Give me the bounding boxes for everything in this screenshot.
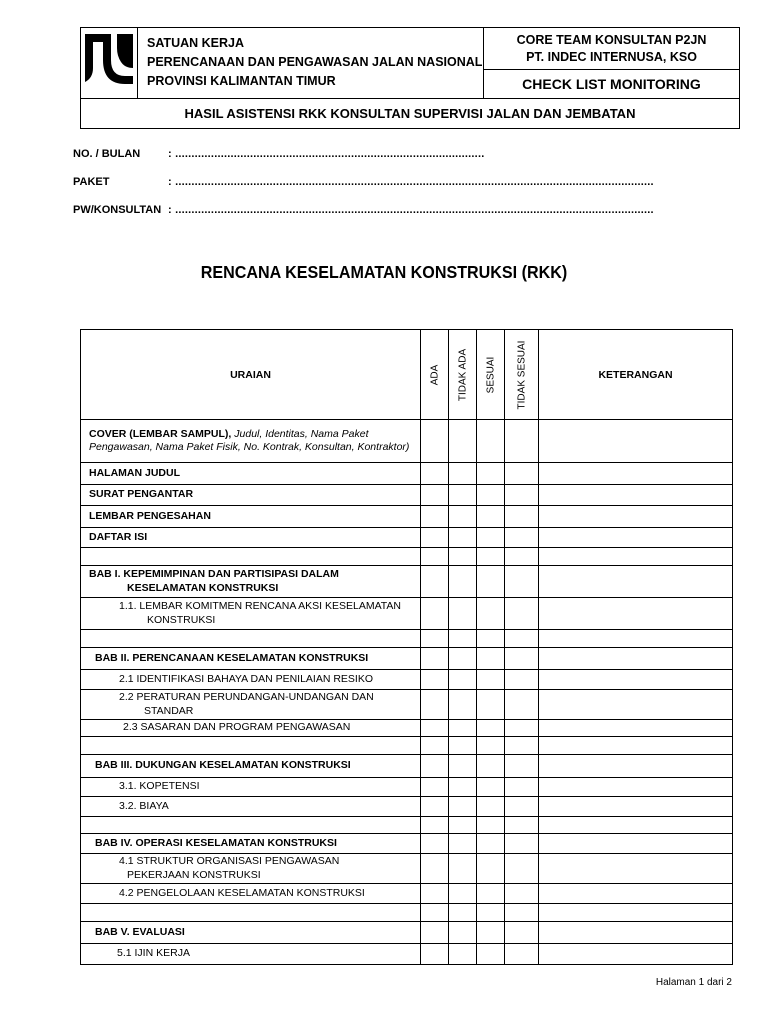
check-cell[interactable] [421,598,449,630]
row-label: 5.1 IJIN KERJA [81,944,421,965]
check-cell[interactable] [421,720,449,737]
check-cell[interactable] [421,737,449,755]
check-cell[interactable] [505,720,539,737]
check-cell[interactable] [421,884,449,904]
keterangan-cell[interactable] [539,420,733,463]
check-cell[interactable] [505,944,539,965]
check-cell[interactable] [477,690,505,720]
check-cell[interactable] [421,817,449,834]
check-cell[interactable] [477,485,505,506]
keterangan-cell[interactable] [539,528,733,548]
keterangan-cell[interactable] [539,630,733,648]
check-cell[interactable] [505,755,539,778]
check-cell[interactable] [477,670,505,690]
field-value: : ................................................................................................................................................... [168,176,654,188]
check-cell[interactable] [477,944,505,965]
keterangan-cell[interactable] [539,778,733,797]
row-label: 4.1 STRUKTUR ORGANISASI PENGAWASAN PEKERJAAN KONSTRUKSI [81,854,421,884]
table-row [81,463,733,485]
document-title: RENCANA KESELAMATAN KONSTRUKSI (RKK) [200,262,568,282]
check-cell[interactable] [477,778,505,797]
table-row [81,506,733,528]
table-row [81,566,733,598]
row-label: BAB III. DUKUNGAN KESELAMATAN KONSTRUKSI [81,755,421,778]
check-cell[interactable] [477,884,505,904]
table-header-row [81,330,733,420]
check-cell[interactable] [449,598,477,630]
check-cell[interactable] [449,463,477,485]
check-cell[interactable] [477,528,505,548]
check-cell[interactable] [421,463,449,485]
check-cell[interactable] [421,648,449,670]
check-cell[interactable] [477,420,505,463]
column-header-tidak-sesuai: TIDAK SESUAI [505,330,539,420]
row-label: DAFTAR ISI [81,528,421,548]
check-cell[interactable] [505,463,539,485]
row-label: BAB II. PERENCANAAN KESELAMATAN KONSTRUKSI [81,648,421,670]
check-cell[interactable] [449,944,477,965]
table-row [81,755,733,778]
check-cell[interactable] [477,548,505,566]
column-header-ada: ADA [421,330,449,420]
row-label: 4.2 PENGELOLAAN KESELAMATAN KONSTRUKSI [81,884,421,904]
check-cell[interactable] [449,884,477,904]
check-cell[interactable] [505,566,539,598]
page-number: Halaman 1 dari 2 [655,977,732,988]
row-label: 3.1. KOPETENSI [81,778,421,797]
check-cell[interactable] [421,528,449,548]
check-cell[interactable] [449,834,477,854]
table-row [81,598,733,630]
check-cell[interactable] [449,506,477,528]
table-row [81,834,733,854]
check-cell[interactable] [449,755,477,778]
check-cell[interactable] [477,630,505,648]
field-pw-konsultan[interactable] [73,204,654,216]
column-header-uraian: URAIAN [81,330,421,420]
check-cell[interactable] [477,904,505,922]
check-cell[interactable] [477,797,505,817]
organization-name [138,28,484,98]
check-cell[interactable] [449,548,477,566]
check-cell[interactable] [421,904,449,922]
check-cell[interactable] [505,778,539,797]
table-row [81,528,733,548]
field-label: PW/KONSULTAN [73,204,162,216]
field-paket[interactable] [73,176,654,188]
keterangan-cell[interactable] [539,566,733,598]
check-cell[interactable] [449,670,477,690]
check-cell[interactable] [449,528,477,548]
check-cell[interactable] [421,420,449,463]
table-row [81,648,733,670]
table-row-empty [81,904,733,922]
check-cell[interactable] [477,598,505,630]
keterangan-cell[interactable] [539,648,733,670]
keterangan-cell[interactable] [539,817,733,834]
check-cell[interactable] [505,884,539,904]
check-cell[interactable] [449,854,477,884]
check-cell[interactable] [477,755,505,778]
check-cell[interactable] [421,755,449,778]
check-cell[interactable] [449,737,477,755]
check-cell[interactable] [477,720,505,737]
document-subtitle: HASIL ASISTENSI RKK KONSULTAN SUPERVISI JALAN DAN JEMBATAN [81,98,739,128]
keterangan-cell[interactable] [539,854,733,884]
check-cell[interactable] [477,463,505,485]
keterangan-cell[interactable] [539,548,733,566]
field-value: : ................................................................................................................................................... [168,204,654,216]
table-row [81,778,733,797]
table-row [81,922,733,944]
keterangan-cell[interactable] [539,797,733,817]
keterangan-cell[interactable] [539,944,733,965]
row-label: COVER (LEMBAR SAMPUL), Judul, Identitas, Nama Paket Pengawasan, Nama Paket Fisik, No. Kontrak, Konsultan, Kontraktor) [81,420,421,463]
check-cell[interactable] [505,528,539,548]
check-cell[interactable] [505,922,539,944]
keterangan-cell[interactable] [539,485,733,506]
check-cell[interactable] [449,778,477,797]
table-row-empty [81,737,733,755]
row-label: SURAT PENGANTAR [81,485,421,506]
check-cell[interactable] [505,817,539,834]
table-row [81,797,733,817]
keterangan-cell[interactable] [539,904,733,922]
check-cell[interactable] [449,797,477,817]
keterangan-cell[interactable] [539,737,733,755]
row-label: LEMBAR PENGESAHAN [81,506,421,528]
check-cell[interactable] [477,854,505,884]
column-header-tidak-ada: TIDAK ADA [449,330,477,420]
row-label: 2.1 IDENTIFIKASI BAHAYA DAN PENILAIAN RESIKO [81,670,421,690]
check-cell[interactable] [421,670,449,690]
check-cell[interactable] [449,485,477,506]
check-cell[interactable] [449,630,477,648]
table-row-empty [81,548,733,566]
check-cell[interactable] [505,670,539,690]
check-cell[interactable] [505,548,539,566]
checklist-table [80,329,733,965]
field-label: PAKET [73,176,110,188]
check-cell[interactable] [449,904,477,922]
team-line-2: PT. INDEC INTERNUSA, KSO [526,50,697,64]
table-row [81,420,733,463]
table-row [81,485,733,506]
row-label: 3.2. BIAYA [81,797,421,817]
check-cell[interactable] [477,648,505,670]
check-cell[interactable] [477,834,505,854]
org-line-2: PERENCANAAN DAN PENGAWASAN JALAN NASIONAL [147,55,483,69]
row-label: 2.2 PERATURAN PERUNDANGAN-UNDANGAN DAN STANDAR [81,690,421,720]
table-row [81,854,733,884]
check-cell[interactable] [449,648,477,670]
keterangan-cell[interactable] [539,720,733,737]
table-row [81,690,733,720]
check-cell[interactable] [449,922,477,944]
check-cell[interactable] [477,922,505,944]
table-row [81,670,733,690]
check-cell[interactable] [477,566,505,598]
check-cell[interactable] [449,420,477,463]
check-cell[interactable] [505,797,539,817]
team-line-1: CORE TEAM KONSULTAN P2JN [516,33,707,47]
check-cell[interactable] [505,737,539,755]
keterangan-cell[interactable] [539,463,733,485]
table-row [81,720,733,737]
check-cell[interactable] [477,506,505,528]
check-cell[interactable] [421,854,449,884]
check-cell[interactable] [449,690,477,720]
table-row-empty [81,630,733,648]
row-label: 1.1. LEMBAR KOMITMEN RENCANA AKSI KESELAMATAN KONSTRUKSI [81,598,421,630]
check-cell[interactable] [421,922,449,944]
check-cell[interactable] [505,485,539,506]
check-cell[interactable] [421,797,449,817]
organization-logo [81,28,138,98]
field-no-bulan[interactable] [73,148,484,160]
check-cell[interactable] [449,720,477,737]
keterangan-cell[interactable] [539,670,733,690]
check-cell[interactable] [505,598,539,630]
check-cell[interactable] [505,904,539,922]
keterangan-cell[interactable] [539,922,733,944]
table-row-empty [81,817,733,834]
consultant-info [484,28,739,70]
check-cell[interactable] [421,630,449,648]
check-cell[interactable] [477,817,505,834]
check-cell[interactable] [477,737,505,755]
keterangan-cell[interactable] [539,598,733,630]
check-cell[interactable] [505,506,539,528]
pu-logo-icon [81,28,138,98]
check-cell[interactable] [505,630,539,648]
keterangan-cell[interactable] [539,690,733,720]
check-cell[interactable] [505,690,539,720]
keterangan-cell[interactable] [539,834,733,854]
check-cell[interactable] [421,690,449,720]
check-cell[interactable] [449,817,477,834]
org-line-3: PROVINSI KALIMANTAN TIMUR [147,74,336,88]
row-label: HALAMAN JUDUL [81,463,421,485]
row-label: BAB V. EVALUASI [81,922,421,944]
column-header-sesuai: SESUAI [477,330,505,420]
table-row [81,884,733,904]
check-cell[interactable] [505,834,539,854]
table-row [81,944,733,965]
field-label: NO. / BULAN [73,148,141,160]
org-line-1: SATUAN KERJA [147,36,244,50]
form-title: CHECK LIST MONITORING [522,76,701,92]
check-cell[interactable] [421,834,449,854]
row-label: 2.3 SASARAN DAN PROGRAM PENGAWASAN [81,720,421,737]
check-cell[interactable] [421,485,449,506]
check-cell[interactable] [505,648,539,670]
check-cell[interactable] [449,566,477,598]
check-cell[interactable] [505,854,539,884]
check-cell[interactable] [421,944,449,965]
keterangan-cell[interactable] [539,755,733,778]
check-cell[interactable] [505,420,539,463]
check-cell[interactable] [421,548,449,566]
document-header [80,27,740,129]
check-cell[interactable] [421,778,449,797]
row-label: BAB IV. OPERASI KESELAMATAN KONSTRUKSI [81,834,421,854]
field-value: : ............................................................................................... [168,148,485,160]
keterangan-cell[interactable] [539,884,733,904]
check-cell[interactable] [421,566,449,598]
check-cell[interactable] [421,506,449,528]
row-label: BAB I. KEPEMIMPINAN DAN PARTISIPASI DALAM KESELAMATAN KONSTRUKSI [81,566,421,598]
column-header-keterangan: KETERANGAN [539,330,733,420]
keterangan-cell[interactable] [539,506,733,528]
